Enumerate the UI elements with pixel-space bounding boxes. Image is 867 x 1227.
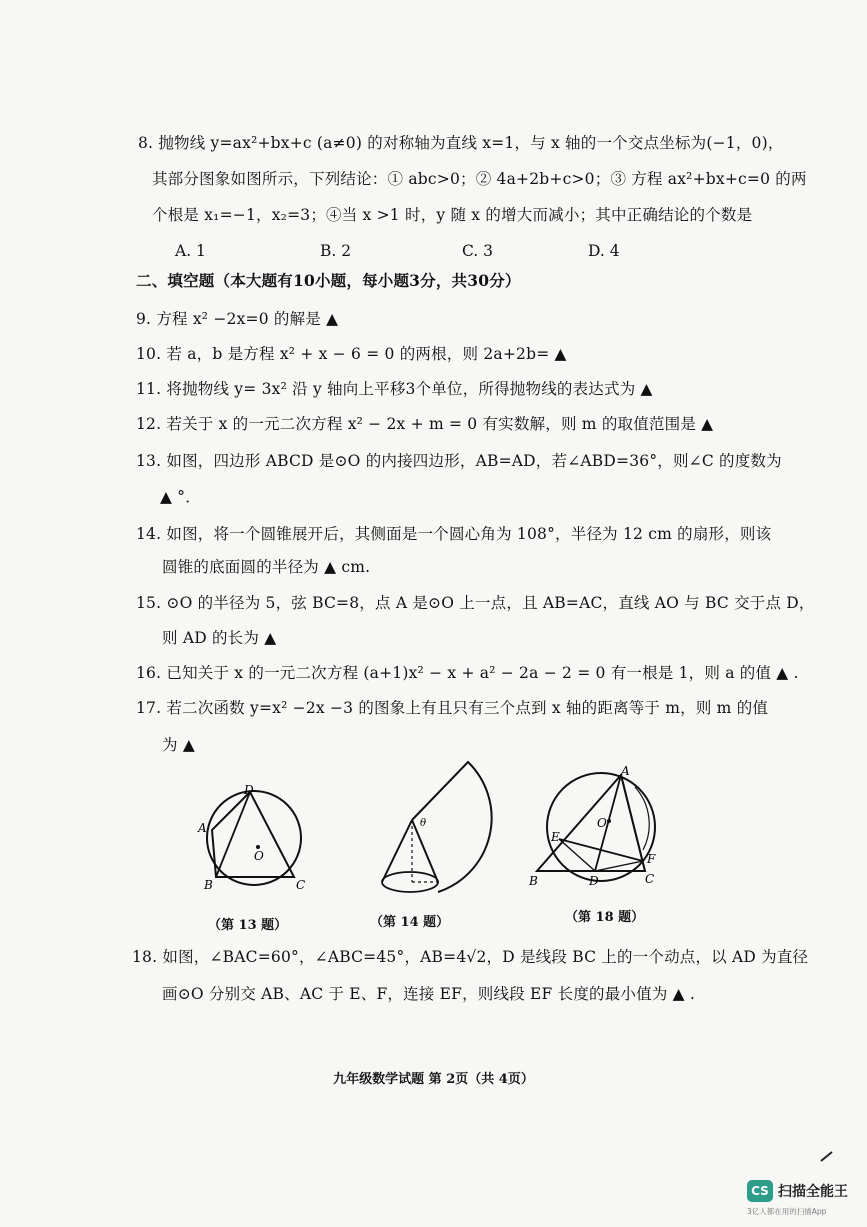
q8-option-a: A. 1 xyxy=(175,242,206,260)
page-footer: 九年级数学试题 第 2页（共 4页） xyxy=(333,1072,534,1087)
q18-line2: 画⊙O 分别交 AB、AC 于 E、F，连接 EF，则线段 EF 长度的最小值为 ▲ . xyxy=(162,985,696,1003)
q8-line2: 其部分图象如图所示，下列结论：① abc>0；② 4a+2b+c>0；③ 方程 ax²+bx+c=0 的两 xyxy=(152,170,807,188)
fig13-label-d: D xyxy=(244,783,254,797)
q12: 12. 若关于 x 的一元二次方程 x² − 2x + m = 0 有实数解，则 m 的取值范围是 ▲ xyxy=(136,415,714,433)
fig18-label-f: F xyxy=(647,852,656,866)
fig13-label-c: C xyxy=(296,878,306,892)
fig13-label-o: O xyxy=(254,849,264,863)
fig18-label-o: O xyxy=(597,816,607,830)
figure-14 xyxy=(370,758,505,903)
q17-line1: 17. 若二次函数 y=x² −2x −3 的图象上有且只有三个点到 x 轴的距离等于 m，则 m 的值 xyxy=(136,699,769,717)
q14-line2: 圆锥的底面圆的半径为 ▲ cm. xyxy=(162,558,371,576)
q17-line2: 为 ▲ xyxy=(162,736,195,754)
q9: 9. 方程 x² −2x=0 的解是 ▲ xyxy=(136,310,339,328)
q18-line1: 18. 如图，∠BAC=60°，∠ABC=45°，AB=4√2，D 是线段 BC 上的一个动点，以 AD 为直径 xyxy=(132,948,809,966)
q8-line1: 8. 抛物线 y=ax²+bx+c (a≠0) 的对称轴为直线 x=1，与 x 轴的一个交点坐标为(−1，0)， xyxy=(138,134,784,152)
fig18-label-a: A xyxy=(621,765,630,778)
fig18-label-d: D xyxy=(589,874,599,888)
fig18-caption: （第 18 题） xyxy=(565,910,645,925)
fig13-caption: （第 13 题） xyxy=(208,918,288,933)
scan-mark-icon xyxy=(820,1150,834,1162)
q8-line3: 个根是 x₁=−1，x₂=3；④当 x >1 时，y 随 x 的增大而减小；其中正确结论的个数是 xyxy=(152,206,753,224)
scanner-app-name: 扫描全能王 xyxy=(778,1184,848,1200)
scanner-watermark xyxy=(747,1180,857,1220)
q13-line2: ▲ °． xyxy=(160,488,201,506)
fig13-label-b: B xyxy=(204,878,213,892)
q8-option-c: C. 3 xyxy=(462,242,494,260)
q10: 10. 若 a，b 是方程 x² + x − 6 = 0 的两根，则 2a+2b= ▲ xyxy=(136,345,567,363)
q13-line1: 13. 如图，四边形 ABCD 是⊙O 的内接四边形，AB=AD，若∠ABD=36°，则∠C 的度数为 xyxy=(136,452,782,470)
q15-line1: 15. ⊙O 的半径为 5，弦 BC=8，点 A 是⊙O 上一点，且 AB=AC，直线 AO 与 BC 交于点 D， xyxy=(136,594,815,612)
q11: 11. 将抛物线 y= 3x² 沿 y 轴向上平移3个单位，所得抛物线的表达式为 ▲ xyxy=(136,380,653,398)
fig18-label-b: B xyxy=(529,874,538,888)
fig18-label-e: E xyxy=(551,830,560,844)
scanner-tagline: 3亿人都在用的扫描App xyxy=(747,1207,827,1216)
figure-18 xyxy=(525,765,675,890)
q15-line2: 则 AD 的长为 ▲ xyxy=(162,629,277,647)
fig13-label-a: A xyxy=(198,821,207,835)
fig18-label-c: C xyxy=(645,872,655,886)
fig14-label-theta: θ xyxy=(420,818,427,829)
section-2-heading: 二、填空题（本大题有10小题，每小题3分，共30分） xyxy=(136,271,521,290)
figure-13 xyxy=(190,780,320,900)
scanner-logo-icon: CS xyxy=(747,1180,773,1202)
q8-option-b: B. 2 xyxy=(320,242,352,260)
q8-option-d: D. 4 xyxy=(588,242,620,260)
fig14-caption: （第 14 题） xyxy=(370,915,450,930)
q16: 16. 已知关于 x 的一元二次方程 (a+1)x² − x + a² − 2a − 2 = 0 有一根是 1，则 a 的值 ▲ . xyxy=(136,664,799,682)
q14-line1: 14. 如图，将一个圆锥展开后，其侧面是一个圆心角为 108°，半径为 12 cm 的扇形，则该 xyxy=(136,525,772,543)
